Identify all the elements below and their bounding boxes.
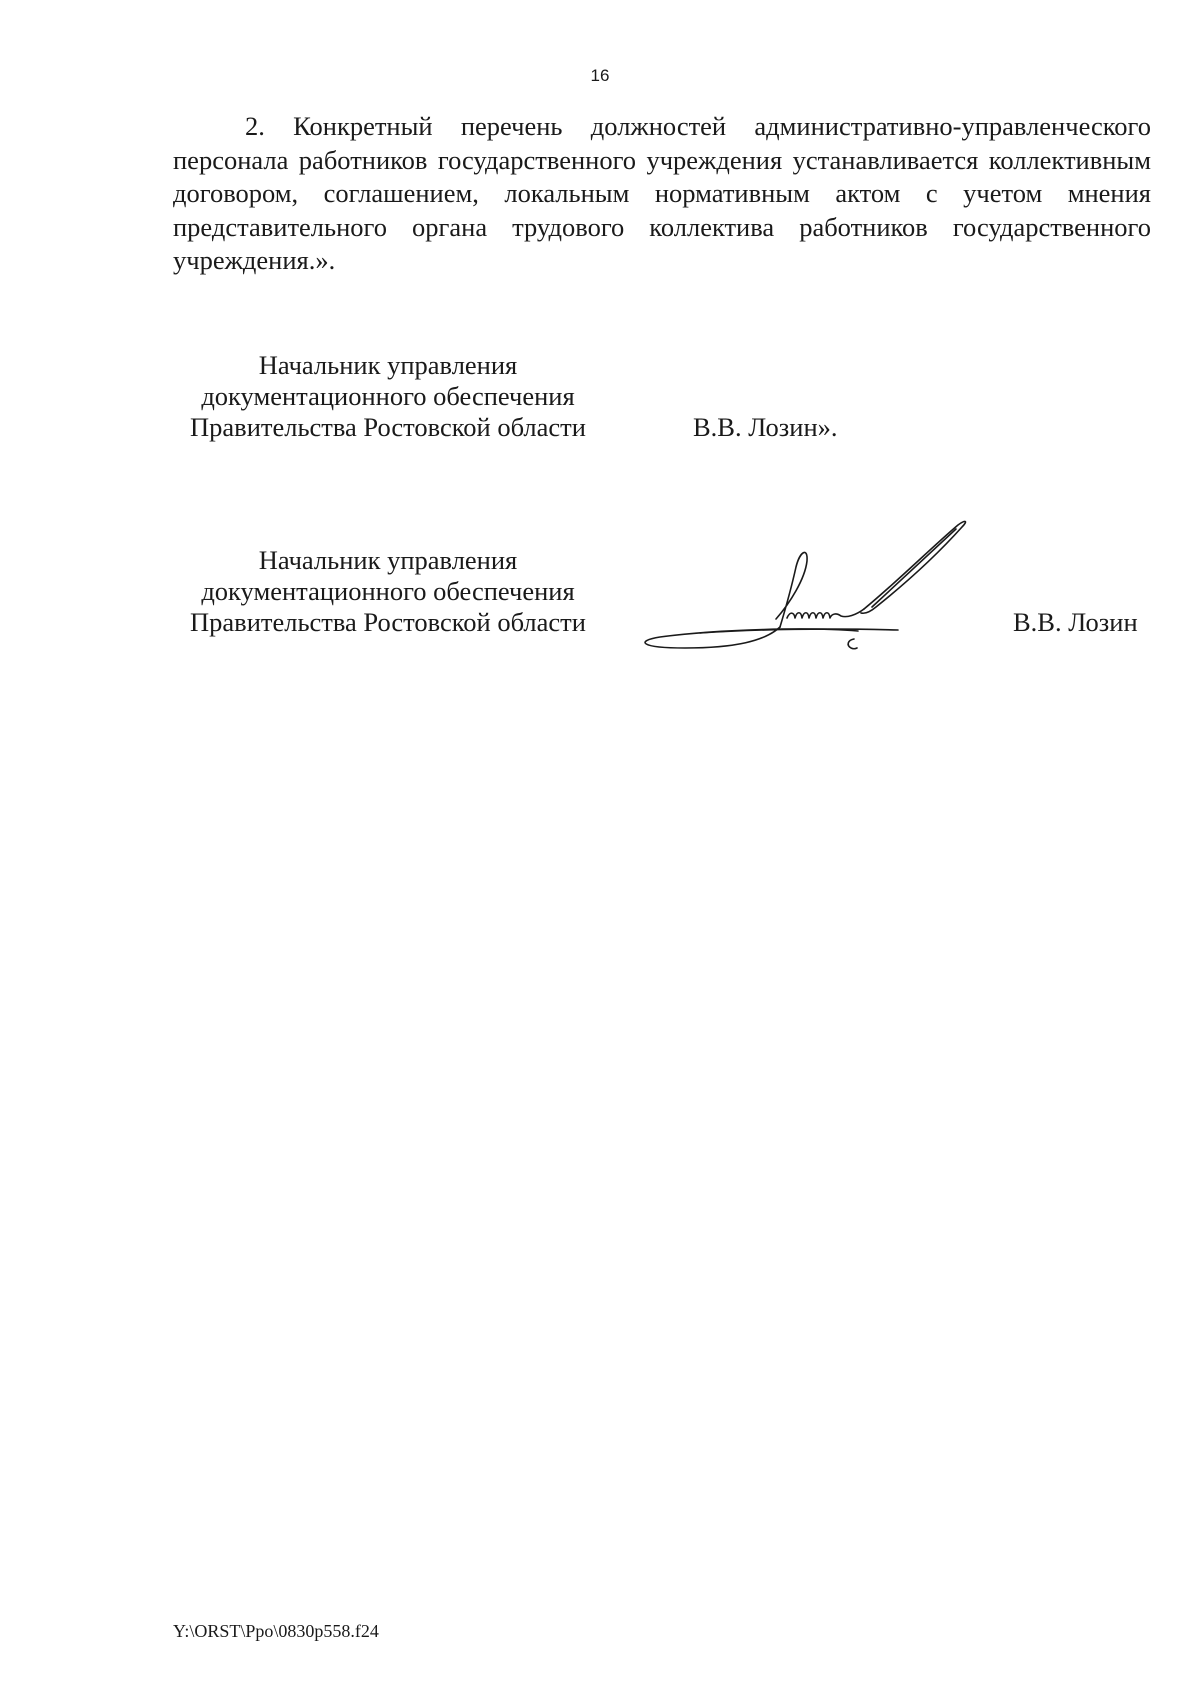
signer-title-line-2: документационного обеспечения xyxy=(201,576,575,606)
signature-block-quoted xyxy=(173,350,1173,460)
signer-title-line-1: Начальник управления xyxy=(258,350,518,380)
body-paragraph: 2. Конкретный перечень должностей административно-управленческого персонала работников государственного учреждения устанавливается коллективным договором, соглашением, локальным нормативным актом с учетом мнения представительного органа трудового коллектива работников государственного учреждения.». xyxy=(173,111,1151,275)
page-number: 16 xyxy=(590,66,610,85)
signer-name: В.В. Лозин». xyxy=(693,412,838,442)
handwritten-signature-icon xyxy=(640,515,980,665)
signer-name: В.В. Лозин xyxy=(1013,607,1138,637)
signer-title-line-3: Правительства Ростовской области xyxy=(190,412,586,442)
signer-title-line-3: Правительства Ростовской области xyxy=(190,607,586,637)
signer-title xyxy=(173,350,603,443)
file-path-footer: Y:\ORST\Ppo\0830p558.f24 xyxy=(173,1621,379,1641)
signer-title xyxy=(173,545,603,638)
signer-title-line-2: документационного обеспечения xyxy=(201,381,575,411)
signer-title-line-1: Начальник управления xyxy=(258,545,518,575)
